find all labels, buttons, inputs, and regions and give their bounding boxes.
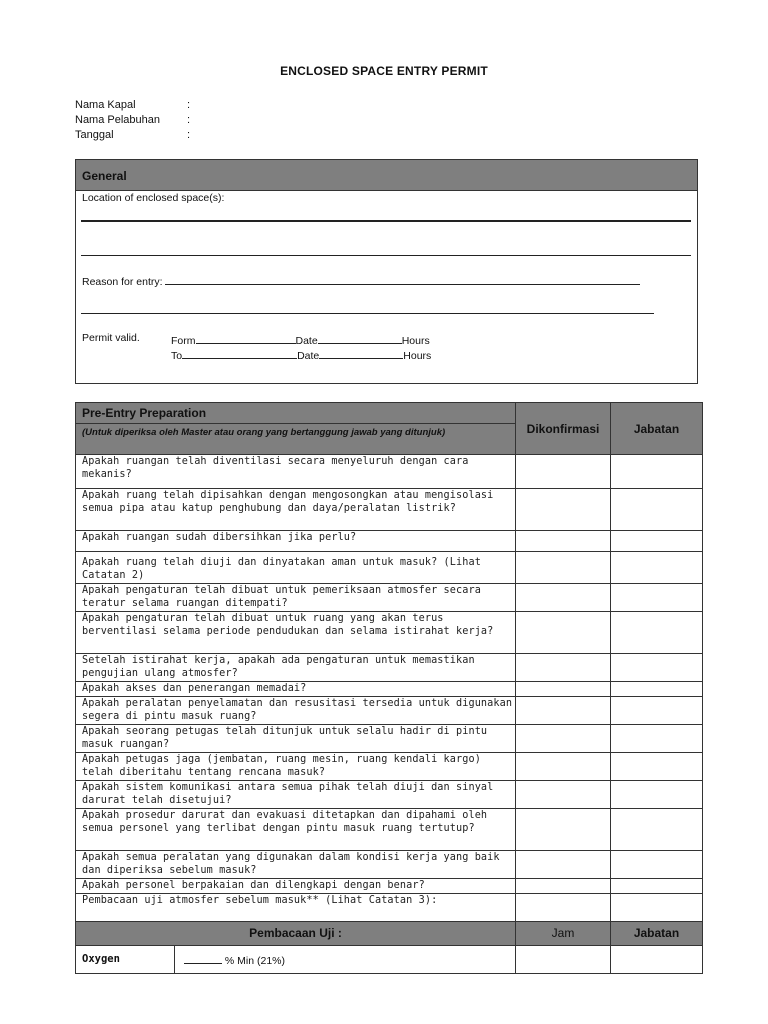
- date-sep: :: [187, 129, 191, 141]
- reason-line-2[interactable]: [81, 313, 654, 314]
- table-row: [76, 724, 703, 752]
- oxygen-reading: [175, 945, 516, 973]
- question-text: Apakah pengaturan telah dibuat untuk pemeriksaan atmosfer secara teratur selama ruangan ditempati?: [76, 583, 516, 611]
- to-date-label: Date: [297, 350, 320, 362]
- table-row: [76, 752, 703, 780]
- vessel-name-sep: :: [187, 99, 191, 111]
- general-section: [75, 159, 698, 384]
- table-row: [76, 850, 703, 878]
- vessel-info: [75, 98, 190, 143]
- position-cell[interactable]: [611, 893, 703, 921]
- table-row: [76, 611, 703, 653]
- pre-entry-heading: Pre-Entry Preparation: [76, 403, 516, 424]
- oxygen-value-text: % Min (21%): [224, 954, 286, 967]
- table-row: [76, 455, 703, 489]
- to-hours-label: Hours: [403, 350, 432, 362]
- question-text: Apakah seorang petugas telah ditunjuk untuk selalu hadir di pintu masuk ruangan?: [76, 724, 516, 752]
- readings-heading: Pembacaan Uji :: [76, 921, 516, 945]
- table-row: [76, 696, 703, 724]
- reason-row: [82, 273, 640, 288]
- date-label: Tanggal: [75, 129, 114, 141]
- date-row: [75, 128, 190, 143]
- confirmed-cell[interactable]: [516, 489, 611, 531]
- confirmed-cell[interactable]: [516, 780, 611, 808]
- readings-header-row: [76, 921, 703, 945]
- vessel-name-label: Nama Kapal: [75, 99, 136, 111]
- location-label: Location of enclosed space(s):: [82, 192, 225, 204]
- to-field[interactable]: [182, 347, 297, 359]
- confirmed-cell[interactable]: [516, 531, 611, 552]
- table-row: [76, 780, 703, 808]
- confirmed-cell[interactable]: [516, 850, 611, 878]
- location-line-2[interactable]: [81, 255, 691, 256]
- position-cell[interactable]: [611, 583, 703, 611]
- general-heading: General: [76, 160, 697, 191]
- permit-to-row: [171, 347, 431, 362]
- position-cell[interactable]: [611, 808, 703, 850]
- confirmed-cell[interactable]: [516, 893, 611, 921]
- oxygen-position-cell[interactable]: [611, 945, 703, 973]
- question-text: Apakah ruangan sudah dibersihkan jika perlu?: [76, 531, 516, 552]
- table-row: [76, 681, 703, 696]
- question-text: Pembacaan uji atmosfer sebelum masuk** (Lihat Catatan 3):: [76, 893, 516, 921]
- position-cell[interactable]: [611, 489, 703, 531]
- question-text: Setelah istirahat kerja, apakah ada pengaturan untuk memastikan pengujian ulang atmosfer?: [76, 653, 516, 681]
- confirmed-cell[interactable]: [516, 752, 611, 780]
- from-label: Form: [171, 335, 196, 347]
- question-text: Apakah ruangan telah diventilasi secara menyeluruh dengan cara mekanis?: [76, 455, 516, 489]
- question-text: Apakah sistem komunikasi antara semua pihak telah diuji dan sinyal darurat telah disetujui?: [76, 780, 516, 808]
- permit-valid-label: Permit valid.: [82, 332, 140, 344]
- oxygen-value-field[interactable]: [184, 952, 222, 964]
- confirmed-cell[interactable]: [516, 653, 611, 681]
- position-cell[interactable]: [611, 653, 703, 681]
- question-text: Apakah semua peralatan yang digunakan dalam kondisi kerja yang baik dan diperiksa sebelum masuk?: [76, 850, 516, 878]
- port-name-label: Nama Pelabuhan: [75, 114, 161, 126]
- confirmed-cell[interactable]: [516, 808, 611, 850]
- position-cell[interactable]: [611, 878, 703, 893]
- question-text: Apakah personel berpakaian dan dilengkapi dengan benar?: [76, 878, 516, 893]
- port-name-row: [75, 113, 190, 128]
- position-column-header: Jabatan: [611, 403, 703, 455]
- confirmed-cell[interactable]: [516, 724, 611, 752]
- reason-line[interactable]: [165, 273, 640, 285]
- table-row: [76, 893, 703, 921]
- position-cell[interactable]: [611, 850, 703, 878]
- position-cell[interactable]: [611, 681, 703, 696]
- question-text: Apakah pengaturan telah dibuat untuk ruang yang akan terus berventilasi selama periode pendudukan dan selama istirahat kerja?: [76, 611, 516, 653]
- to-label: To: [171, 350, 183, 362]
- pre-entry-header-row: [76, 403, 703, 424]
- question-text: Apakah petugas jaga (jembatan, ruang mesin, ruang kendali kargo) telah diberitahu tentang rencana masuk?: [76, 752, 516, 780]
- table-row: [76, 808, 703, 850]
- readings-position-header: Jabatan: [611, 921, 703, 945]
- table-row: [76, 531, 703, 552]
- position-cell[interactable]: [611, 531, 703, 552]
- confirmed-column-header: Dikonfirmasi: [516, 403, 611, 455]
- question-text: Apakah peralatan penyelamatan dan resusitasi tersedia untuk digunakan segera di pintu masuk ruang?: [76, 696, 516, 724]
- from-date-label: Date: [295, 335, 318, 347]
- pre-entry-table: [75, 402, 703, 974]
- oxygen-label: Oxygen: [76, 945, 175, 973]
- oxygen-row: [76, 945, 703, 973]
- question-text: Apakah ruang telah dipisahkan dengan mengosongkan atau mengisolasi semua pipa atau katup penghubung dan daya/peralatan listrik?: [76, 489, 516, 531]
- from-field[interactable]: [196, 332, 296, 344]
- table-row: [76, 653, 703, 681]
- position-cell[interactable]: [611, 696, 703, 724]
- page-title: ENCLOSED SPACE ENTRY PERMIT: [280, 64, 488, 78]
- position-cell[interactable]: [611, 724, 703, 752]
- confirmed-cell[interactable]: [516, 583, 611, 611]
- confirmed-cell[interactable]: [516, 681, 611, 696]
- table-row: [76, 878, 703, 893]
- from-hours-label: Hours: [401, 335, 430, 347]
- position-cell[interactable]: [611, 611, 703, 653]
- position-cell[interactable]: [611, 752, 703, 780]
- confirmed-cell[interactable]: [516, 696, 611, 724]
- port-name-sep: :: [187, 114, 191, 126]
- permit-from-row: [171, 332, 430, 347]
- oxygen-time-cell[interactable]: [516, 945, 611, 973]
- reason-label: Reason for entry:: [82, 276, 163, 288]
- vessel-name-row: [75, 98, 190, 113]
- location-line-1[interactable]: [81, 220, 691, 222]
- question-text: Apakah prosedur darurat dan evakuasi ditetapkan dan dipahami oleh semua personel yang terlibat dengan pintu masuk ruang tertutup?: [76, 808, 516, 850]
- question-text: Apakah ruang telah diuji dan dinyatakan aman untuk masuk? (Lihat Catatan 2): [76, 552, 516, 584]
- confirmed-cell[interactable]: [516, 455, 611, 489]
- position-cell[interactable]: [611, 455, 703, 489]
- confirmed-cell[interactable]: [516, 611, 611, 653]
- confirmed-cell[interactable]: [516, 552, 611, 584]
- table-row: [76, 552, 703, 584]
- position-cell[interactable]: [611, 780, 703, 808]
- from-date-field[interactable]: [318, 332, 402, 344]
- pre-entry-subheading: (Untuk diperiksa oleh Master atau orang yang bertanggung jawab yang ditunjuk): [76, 424, 516, 455]
- confirmed-cell[interactable]: [516, 878, 611, 893]
- question-text: Apakah akses dan penerangan memadai?: [76, 681, 516, 696]
- time-column-header: Jam: [516, 921, 611, 945]
- position-cell[interactable]: [611, 552, 703, 584]
- table-row: [76, 489, 703, 531]
- table-row: [76, 583, 703, 611]
- to-date-field[interactable]: [319, 347, 403, 359]
